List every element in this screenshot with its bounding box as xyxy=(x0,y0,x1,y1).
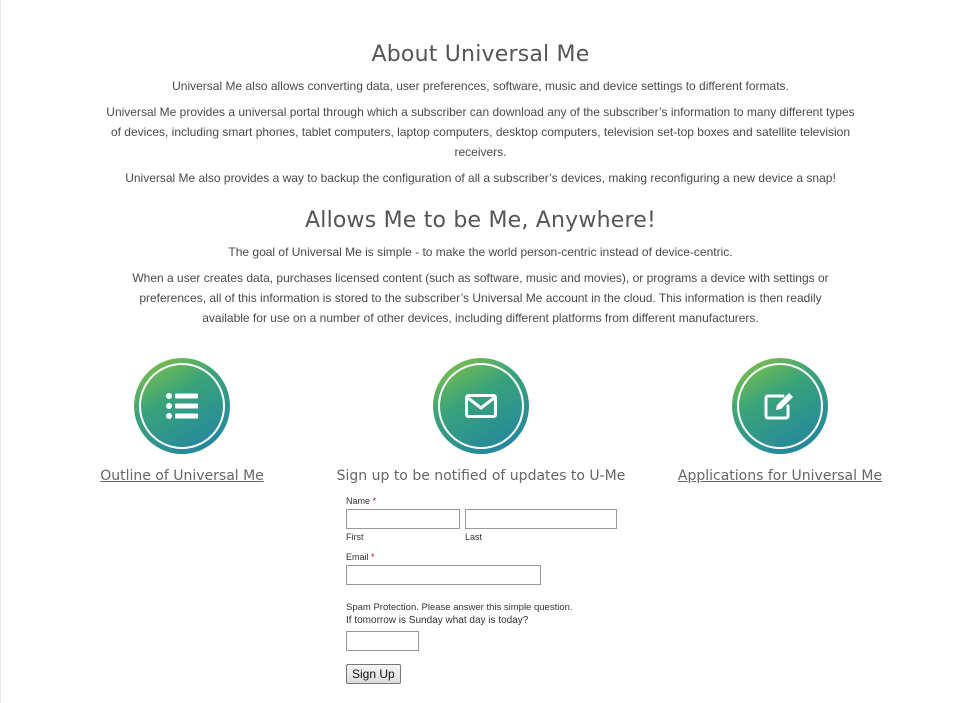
envelope-icon xyxy=(465,394,497,418)
applications-link[interactable]: Applications for Universal Me xyxy=(677,468,883,484)
last-sublabel: Last xyxy=(465,532,483,542)
sign-up-button[interactable]: Sign Up xyxy=(346,664,401,684)
spam-text: Spam Protection. Please answer this simple question. xyxy=(346,602,573,613)
spam-protection xyxy=(346,601,617,627)
features-row xyxy=(1,358,960,698)
name-label: Name * xyxy=(346,496,377,506)
spam-answer-input[interactable] xyxy=(346,631,419,651)
about-paragraph-2: Universal Me provides a universal portal through which a subscriber can download any of the subscriber’s information to many different types of devices, including smart phones, tablet computers, laptop computers, desktop computers, television set-top boxes and satellite television receivers. xyxy=(106,105,855,159)
about-title: About Universal Me xyxy=(371,42,590,67)
email-input[interactable] xyxy=(346,565,541,585)
email-label: Email * xyxy=(346,552,375,562)
email-required-mark: * xyxy=(371,552,375,562)
feature-signup-circle xyxy=(433,358,529,454)
last-name-input[interactable] xyxy=(465,509,617,529)
anywhere-paragraph-2: When a user creates data, purchases licensed content (such as software, music and movies), or programs a device with settings or preferences, all of this information is stored to the subscriber’s Universal Me account in the cloud. This information is then readily available for use on a number of other devices, including different platforms from different manufacturers. xyxy=(132,271,829,325)
signup-heading: Sign up to be notified of updates to U-Me xyxy=(336,468,626,484)
list-icon xyxy=(165,392,199,420)
first-sublabel: First xyxy=(346,532,364,542)
feature-outline xyxy=(22,358,342,485)
about-paragraph-3: Universal Me also provides a way to backup the configuration of all a subscriber’s devices, making reconfiguring a new device a snap! xyxy=(125,171,836,185)
anywhere-title: Allows Me to be Me, Anywhere! xyxy=(305,208,656,233)
feature-outline-circle[interactable] xyxy=(134,358,230,454)
required-mark: * xyxy=(372,496,377,506)
first-name-input[interactable] xyxy=(346,509,460,529)
signup-form xyxy=(346,496,617,684)
feature-applications xyxy=(620,358,940,485)
feature-applications-circle[interactable] xyxy=(732,358,828,454)
about-paragraph-1: Universal Me also allows converting data, user preferences, software, music and device settings to different formats. xyxy=(172,79,789,93)
feature-signup xyxy=(321,358,641,681)
about-section xyxy=(101,0,861,328)
outline-link[interactable]: Outline of Universal Me xyxy=(100,468,264,484)
spam-question: If tomorrow is Sunday what day is today? xyxy=(346,615,529,626)
edit-icon xyxy=(763,391,797,421)
anywhere-paragraph-1: The goal of Universal Me is simple - to make the world person-centric instead of device-centric. xyxy=(228,245,733,259)
